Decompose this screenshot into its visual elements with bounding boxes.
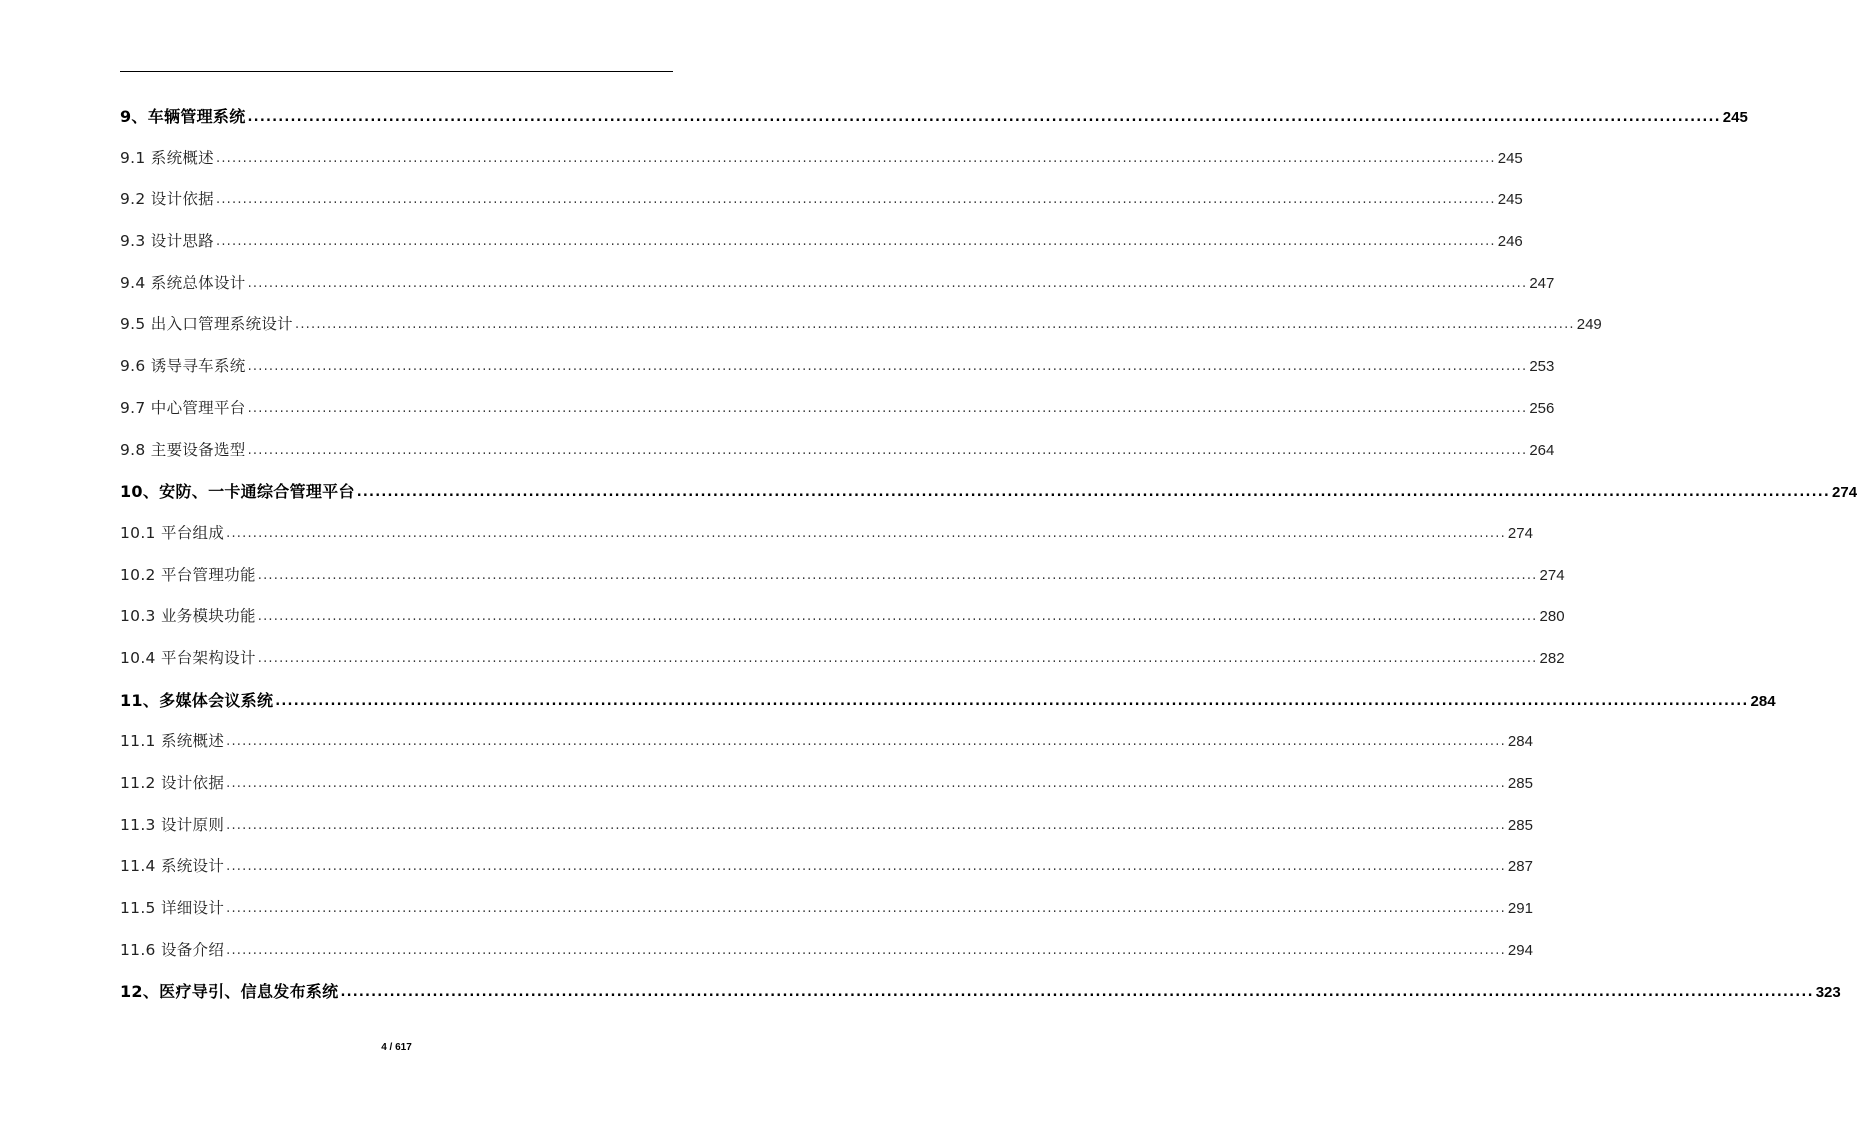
toc-entry-page: 274 bbox=[1832, 484, 1857, 502]
toc-entry-title: 11、多媒体会议系统 bbox=[120, 690, 274, 710]
toc-entry-title: 10.2 平台管理功能 bbox=[120, 565, 256, 584]
toc-dot-leader: ................................................................................................................................................................................................................................................ bbox=[247, 275, 1528, 291]
toc-dot-leader: ................................................................................................................................................................................................................................................ bbox=[226, 525, 1506, 541]
toc-entry[interactable] bbox=[120, 846, 1533, 888]
toc-dot-leader: ................................................................................................................................................................................................................................................ bbox=[215, 150, 1496, 166]
toc-entry-page: 291 bbox=[1507, 900, 1533, 918]
toc-dot-leader: ................................................................................................................................................................................................................................................ bbox=[247, 110, 1721, 125]
toc-entry-page: 282 bbox=[1539, 649, 1565, 667]
toc-entry[interactable] bbox=[120, 930, 1533, 972]
toc-entry[interactable] bbox=[120, 971, 1841, 1013]
toc-entry-title: 9.5 出入口管理系统设计 bbox=[120, 315, 293, 334]
toc-entry-page: 280 bbox=[1539, 608, 1565, 626]
toc-entry-title: 9.7 中心管理平台 bbox=[120, 398, 246, 417]
toc-dot-leader: ................................................................................................................................................................................................................................................ bbox=[257, 650, 1538, 666]
toc-entry-page: 249 bbox=[1576, 316, 1602, 334]
toc-entry-title: 11.5 详细设计 bbox=[120, 899, 225, 918]
toc-entry[interactable] bbox=[120, 680, 1776, 722]
toc-entry-title: 10.4 平台架构设计 bbox=[120, 648, 256, 667]
toc-entry-title: 9.8 主要设备选型 bbox=[120, 440, 246, 459]
toc-dot-leader: ................................................................................................................................................................................................................................................ bbox=[257, 567, 1538, 583]
toc-entry-title: 11.6 设备介绍 bbox=[120, 940, 225, 959]
toc-dot-leader: ................................................................................................................................................................................................................................................ bbox=[275, 693, 1749, 709]
toc-entry-page: 274 bbox=[1507, 524, 1533, 542]
toc-entry[interactable] bbox=[120, 263, 1555, 305]
toc-entry[interactable] bbox=[120, 346, 1555, 388]
toc-entry-title: 10.1 平台组成 bbox=[120, 523, 225, 542]
toc-entry[interactable] bbox=[120, 596, 1565, 638]
toc-entry-title: 11.2 设计依据 bbox=[120, 774, 225, 792]
toc-dot-leader: ................................................................................................................................................................................................................................................ bbox=[356, 485, 1831, 501]
toc-entry-title: 10、安防、一卡通综合管理平台 bbox=[120, 482, 355, 502]
toc-dot-leader: ................................................................................................................................................................................................................................................ bbox=[226, 734, 1506, 750]
toc-entry-title: 9.1 系统概述 bbox=[120, 148, 214, 167]
page-number-footer: 4 / 617 bbox=[381, 1042, 412, 1053]
toc-entry[interactable] bbox=[120, 638, 1565, 680]
toc-entry-title: 12、医疗导引、信息发布系统 bbox=[120, 982, 339, 1002]
toc-dot-leader: ................................................................................................................................................................................................................................................ bbox=[226, 859, 1506, 875]
toc-entry[interactable] bbox=[120, 430, 1555, 472]
toc-dot-leader: ................................................................................................................................................................................................................................................ bbox=[226, 776, 1506, 791]
toc-entry-page: 245 bbox=[1722, 109, 1748, 126]
toc-entry-title: 9.2 设计依据 bbox=[120, 190, 214, 209]
toc-entry[interactable] bbox=[120, 513, 1533, 555]
toc-dot-leader: ................................................................................................................................................................................................................................................ bbox=[215, 192, 1496, 208]
toc-entry[interactable] bbox=[120, 471, 1857, 513]
toc-entry[interactable] bbox=[120, 763, 1533, 805]
toc-dot-leader: ................................................................................................................................................................................................................................................ bbox=[247, 359, 1528, 375]
toc-entry-page: 247 bbox=[1529, 274, 1555, 292]
toc-entry-page: 245 bbox=[1497, 191, 1523, 209]
toc-dot-leader: ................................................................................................................................................................................................................................................ bbox=[257, 609, 1538, 625]
toc-entry-title: 11.1 系统概述 bbox=[120, 732, 225, 751]
toc-entry[interactable] bbox=[120, 721, 1533, 763]
toc-entry[interactable] bbox=[120, 96, 1748, 138]
table-of-contents bbox=[120, 96, 1857, 1013]
toc-entry[interactable] bbox=[120, 888, 1533, 930]
header-rule bbox=[120, 71, 673, 72]
toc-dot-leader: ................................................................................................................................................................................................................................................ bbox=[226, 942, 1506, 958]
toc-entry[interactable] bbox=[120, 138, 1523, 180]
toc-dot-leader: ................................................................................................................................................................................................................................................ bbox=[226, 817, 1506, 833]
toc-dot-leader: ................................................................................................................................................................................................................................................ bbox=[247, 442, 1528, 458]
toc-entry[interactable] bbox=[120, 805, 1533, 847]
toc-entry-title: 10.3 业务模块功能 bbox=[120, 607, 256, 626]
toc-entry-page: 253 bbox=[1529, 358, 1555, 376]
toc-entry-page: 264 bbox=[1529, 441, 1555, 459]
toc-entry[interactable] bbox=[120, 179, 1523, 221]
toc-entry-page: 245 bbox=[1497, 149, 1523, 167]
toc-entry-page: 323 bbox=[1815, 984, 1841, 1002]
toc-entry[interactable] bbox=[120, 388, 1555, 430]
toc-entry[interactable] bbox=[120, 221, 1523, 263]
toc-entry-title: 9.6 诱导寻车系统 bbox=[120, 357, 246, 376]
toc-entry-page: 284 bbox=[1750, 692, 1776, 710]
toc-entry[interactable] bbox=[120, 555, 1565, 597]
toc-dot-leader: ................................................................................................................................................................................................................................................ bbox=[340, 985, 1814, 1001]
toc-entry-page: 256 bbox=[1529, 399, 1555, 417]
toc-dot-leader: ................................................................................................................................................................................................................................................ bbox=[294, 317, 1575, 333]
toc-entry-page: 285 bbox=[1507, 775, 1533, 792]
toc-dot-leader: ................................................................................................................................................................................................................................................ bbox=[226, 901, 1506, 917]
toc-entry-title: 9.4 系统总体设计 bbox=[120, 273, 246, 292]
toc-entry-title: 9、车辆管理系统 bbox=[120, 107, 246, 126]
toc-entry-title: 11.3 设计原则 bbox=[120, 815, 225, 834]
toc-entry-page: 287 bbox=[1507, 858, 1533, 876]
toc-entry-title: 9.3 设计思路 bbox=[120, 232, 214, 251]
toc-entry[interactable] bbox=[120, 304, 1602, 346]
toc-dot-leader: ................................................................................................................................................................................................................................................ bbox=[247, 400, 1528, 416]
toc-entry-page: 294 bbox=[1507, 941, 1533, 959]
toc-entry-page: 246 bbox=[1497, 233, 1523, 251]
toc-entry-page: 274 bbox=[1539, 566, 1565, 584]
toc-entry-title: 11.4 系统设计 bbox=[120, 857, 225, 876]
toc-entry-page: 285 bbox=[1507, 816, 1533, 834]
toc-dot-leader: ................................................................................................................................................................................................................................................ bbox=[215, 234, 1496, 250]
toc-entry-page: 284 bbox=[1507, 733, 1533, 751]
